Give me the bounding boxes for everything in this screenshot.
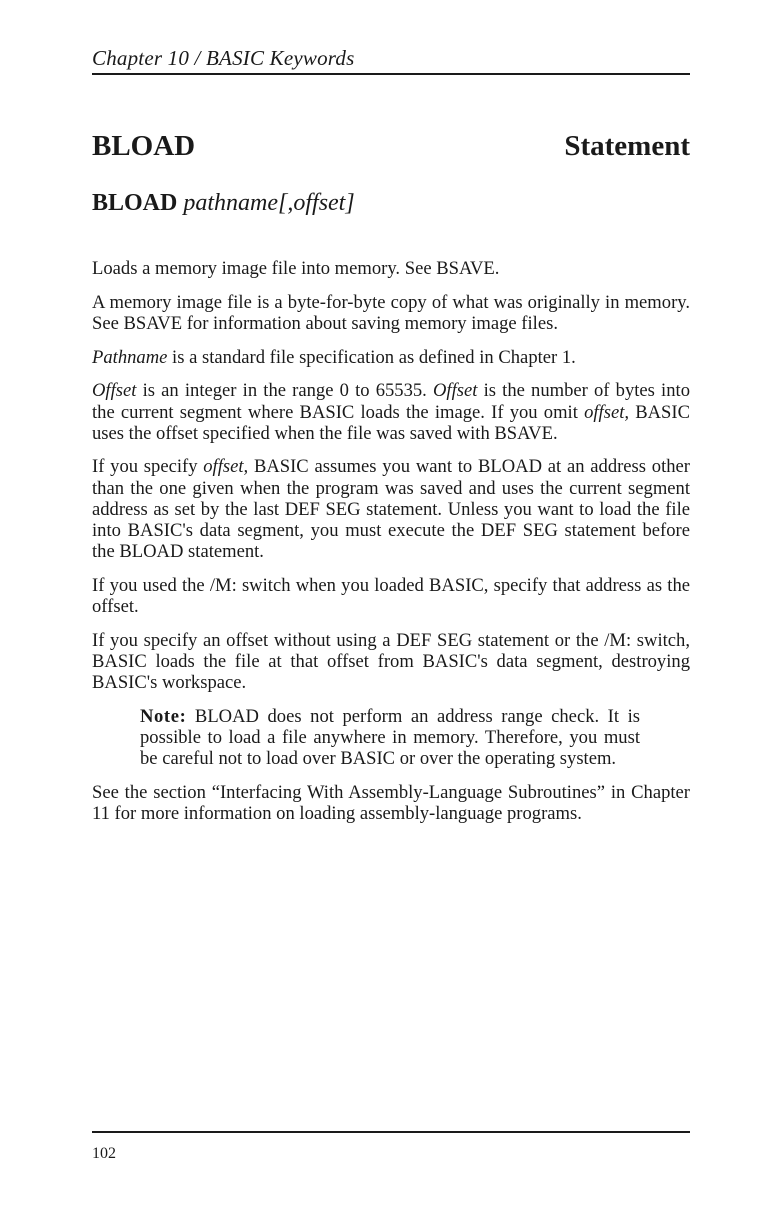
note-label: Note: — [140, 705, 187, 727]
paragraph-offset: Offset is an integer in the range 0 to 65535. Offset is the number of bytes into the current segment where BASIC loads the image. If you omit offset, BASIC uses the offset specified when the file was saved with BSAVE. — [92, 380, 690, 444]
footer-rule — [92, 1131, 690, 1133]
syntax-line — [92, 190, 355, 217]
paragraph-description: Loads a memory image file into memory. See BSAVE. — [92, 258, 500, 279]
syntax-keyword: BLOAD — [92, 190, 178, 216]
paragraph-memory-image: A memory image file is a byte-for-byte copy of what was originally in memory. See BSAVE for information about saving memory image files. — [92, 291, 690, 334]
page-number: 102 — [92, 1145, 116, 1162]
paragraph-see-also: See the section “Interfacing With Assembly-Language Subroutines” in Chapter 11 for more information on loading assembly-language programs. — [92, 782, 690, 825]
paragraph-m-switch: If you used the /M: switch when you loaded BASIC, specify that address as the offset. — [92, 574, 690, 618]
paragraph-def-seg: If you specify offset, BASIC assumes you want to BLOAD at an address other than the one given when the program was saved and uses the current segment address as set by the last DEF SEG statement. Unless you want to load the file into BASIC's data segment, you must execute the DEF SEG statement before the BLOAD statement. — [92, 456, 690, 563]
entry-kind: Statement — [564, 130, 690, 162]
note-text: BLOAD does not perform an address range check. It is possible to load a file anywhere in memory. Therefore, you must be careful not to load over BASIC or over the operating system. — [140, 705, 640, 770]
paragraph-workspace: If you specify an offset without using a DEF SEG statement or the /M: switch, BASIC loads the file at that offset from BASIC's data segment, destroying BASIC's workspace. — [92, 629, 690, 694]
note-box — [140, 706, 640, 770]
page — [92, 0, 690, 1209]
paragraph-pathname: Pathname is a standard file specification as defined in Chapter 1. — [92, 346, 576, 368]
entry-keyword: BLOAD — [92, 130, 196, 162]
body-text — [92, 258, 690, 837]
syntax-arguments: pathname[,offset] — [183, 190, 355, 216]
header-rule — [92, 73, 690, 75]
term-pathname: Pathname — [92, 346, 168, 368]
term-offset: Offset — [92, 380, 137, 402]
running-head: Chapter 10 / BASIC Keywords — [92, 46, 355, 70]
entry-title-row — [92, 130, 690, 163]
